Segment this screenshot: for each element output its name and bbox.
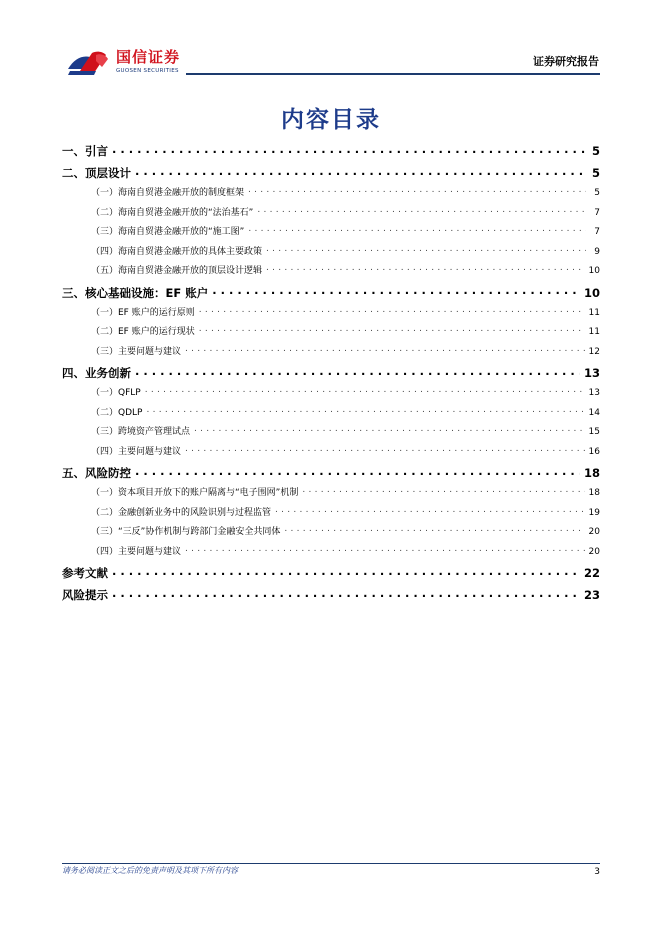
- toc-entry[interactable]: [62, 462, 600, 484]
- toc-entry[interactable]: [62, 140, 600, 162]
- toc-entry-page: 14: [588, 407, 600, 418]
- toc-subentry[interactable]: [62, 343, 600, 363]
- toc-entry-page: 18: [588, 488, 600, 498]
- toc-subentry[interactable]: [62, 543, 600, 563]
- toc-list: [62, 140, 600, 606]
- toc-entry-page: 13: [588, 388, 600, 398]
- footer-disclaimer: 请务必阅读正文之后的免责声明及其项下所有内容: [62, 866, 238, 875]
- toc-subentry[interactable]: [62, 504, 600, 524]
- toc-entry-label: （一）海南自贸港金融开放的制度框架: [91, 188, 245, 198]
- toc-entry-label: （二）海南自贸港金融开放的“法治基石”: [91, 207, 254, 218]
- toc-entry-page: 20: [588, 546, 600, 557]
- toc-entry-page: 22: [583, 566, 600, 580]
- toc-entry-page: 18: [583, 466, 600, 480]
- toc-entry[interactable]: [62, 282, 600, 304]
- brand-name: 国信证券: [116, 48, 181, 66]
- toc-subentry[interactable]: [62, 423, 600, 443]
- toc-entry-label: （三）海南自贸港金融开放的“施工图”: [91, 227, 245, 237]
- toc-subentry[interactable]: [62, 443, 600, 463]
- toc-entry-label: （二）金融创新业务中的风险识别与过程监管: [91, 507, 272, 518]
- toc-entry-label: 四、业务创新: [62, 366, 131, 380]
- toc-entry-label: （三）跨境资产管理试点: [91, 427, 191, 437]
- toc-entry-label: （三）“三反”协作机制与跨部门金融安全共同体: [91, 527, 281, 537]
- toc-entry-page: 13: [583, 366, 600, 380]
- header-divider: [186, 73, 600, 75]
- toc-entry-label: （二）EF 账户的运行现状: [91, 327, 195, 337]
- toc-entry-label: （四）海南自贸港金融开放的具体主要政策: [91, 246, 263, 257]
- toc-entry-label: （五）海南自贸港金融开放的顶层设计逻辑: [91, 266, 263, 276]
- toc-entry-page: 5: [591, 144, 600, 158]
- guosen-logo-icon: [66, 47, 110, 77]
- toc-entry-page: 11: [588, 327, 600, 337]
- footer-divider: [62, 863, 600, 864]
- toc-entry-page: 9: [594, 246, 600, 257]
- toc-entry-label: （一）EF 账户的运行原则: [91, 307, 195, 318]
- toc-entry-page: 7: [594, 207, 600, 218]
- toc-entry-page: 5: [594, 188, 600, 198]
- toc-entry-page: 15: [588, 427, 600, 437]
- toc-entry-page: 10: [588, 266, 600, 276]
- toc-subentry[interactable]: [62, 184, 600, 204]
- toc-entry-page: 23: [583, 588, 600, 602]
- toc-entry-label: 风险提示: [62, 588, 108, 602]
- toc-entry-label: （三）主要问题与建议: [91, 346, 182, 357]
- toc-title: 内容目录: [281, 107, 381, 133]
- toc-entry[interactable]: [62, 562, 600, 584]
- toc-entry-label: 一、引言: [62, 144, 108, 158]
- toc-entry-label: 二、顶层设计: [62, 166, 131, 180]
- toc-subentry[interactable]: [62, 223, 600, 243]
- toc-entry-page: 19: [588, 507, 600, 518]
- toc-subentry[interactable]: [62, 262, 600, 282]
- toc-subentry[interactable]: [62, 243, 600, 263]
- brand-subtitle: GUOSEN SECURITIES: [116, 68, 179, 74]
- toc-entry[interactable]: [62, 162, 600, 184]
- toc-subentry[interactable]: [62, 323, 600, 343]
- page-number: 3: [594, 867, 600, 877]
- toc-entry-page: 10: [583, 285, 600, 300]
- toc-entry-label: （二）QDLP: [91, 407, 143, 418]
- toc-entry-page: 5: [591, 166, 600, 180]
- toc-subentry[interactable]: [62, 304, 600, 324]
- toc-entry-page: 11: [588, 307, 600, 318]
- toc-entry-page: 12: [588, 346, 600, 357]
- toc-subentry[interactable]: [62, 384, 600, 404]
- toc-subentry[interactable]: [62, 204, 600, 224]
- report-type-label: 证券研究报告: [533, 55, 599, 68]
- toc-entry-label: 五、风险防控: [62, 466, 131, 480]
- toc-entry-label: （一）QFLP: [91, 388, 141, 398]
- toc-entry-label: 三、核心基础设施：EF 账户: [62, 285, 209, 300]
- toc-entry-label: （一）资本项目开放下的账户隔离与“电子围网”机制: [91, 488, 299, 498]
- toc-entry-label: （四）主要问题与建议: [91, 446, 182, 457]
- toc-entry-page: 16: [588, 446, 600, 457]
- toc-subentry[interactable]: [62, 484, 600, 504]
- toc-entry-label: 参考文献: [62, 566, 108, 580]
- toc-entry-label: （四）主要问题与建议: [91, 546, 182, 557]
- toc-entry-page: 20: [588, 527, 600, 537]
- toc-subentry[interactable]: [62, 404, 600, 424]
- toc-entry[interactable]: [62, 584, 600, 606]
- toc-entry[interactable]: [62, 362, 600, 384]
- toc-entry-page: 7: [594, 227, 600, 237]
- toc-subentry[interactable]: [62, 523, 600, 543]
